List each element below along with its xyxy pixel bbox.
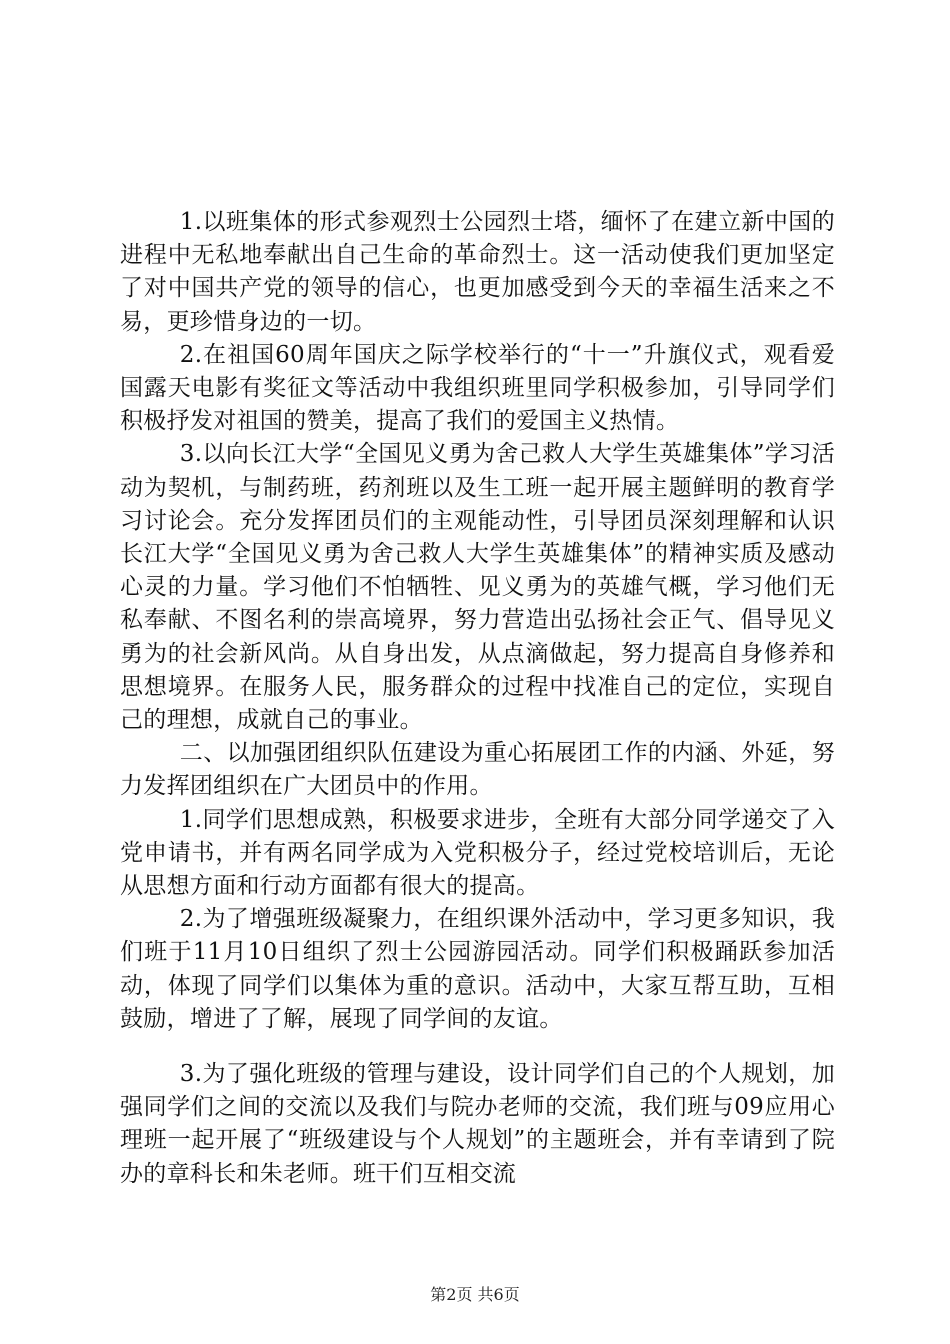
paragraph-3: 3.以向长江大学“全国见义勇为舍己救人大学生英雄集体”学习活动为契机，与制药班，药剂班以及生工班一起开展主题鲜明的教育学习讨论会。充分发挥团员们的主观能动性，引导团员深刻理解和认识长江大学“全国见义勇为舍己救人大学生英雄集体”的精神实质及感动心灵的力量。学习他们不怕牺牲、见义勇为的英雄气概，学习他们无私奉献、不图名利的崇高境界，努力营造出弘扬社会正气、倡导见义勇为的社会新风尚。从自身出发，从点滴做起，努力提高自身修养和思想境界。在服务人民，服务群众的过程中找准自己的定位，实现自己的理想，成就自己的事业。 bbox=[120, 441, 835, 734]
page-footer: 第2页 共6页 bbox=[430, 1285, 520, 1304]
paragraph-4: 1.同学们思想成熟，积极要求进步，全班有大部分同学递交了入党申请书，并有两名同学成为入党积极分子，经过党校培训后，无论从思想方面和行动方面都有很大的提高。 bbox=[120, 806, 835, 900]
section-heading-2: 二、以加强团组织队伍建设为重心拓展团工作的内涵、外延，努力发挥团组织在广大团员中的作用。 bbox=[120, 740, 835, 800]
paragraph-6: 3.为了强化班级的管理与建设，设计同学们自己的个人规划，加强同学们之间的交流以及我们与院办老师的交流，我们班与09应用心理班一起开展了“班级建设与个人规划”的主题班会，并有幸请到了院办的章科长和朱老师。班干们互相交流 bbox=[120, 1061, 835, 1187]
paragraph-1: 1.以班集体的形式参观烈士公园烈士塔，缅怀了在建立新中国的进程中无私地奉献出自己生命的革命烈士。这一活动使我们更加坚定了对中国共产党的领导的信心，也更加感受到今天的幸福生活来之不易，更珍惜身边的一切。 bbox=[120, 209, 835, 335]
paragraph-5: 2.为了增强班级凝聚力，在组织课外活动中，学习更多知识，我们班于11月10日组织了烈士公园游园活动。同学们积极踊跃参加活动，体现了同学们以集体为重的意识。活动中，大家互帮互助，互相鼓励，增进了了解，展现了同学间的友谊。 bbox=[120, 906, 835, 1032]
document-body bbox=[120, 206, 835, 1191]
paragraph-2: 2.在祖国60周年国庆之际学校举行的“十一”升旗仪式，观看爱国露天电影有奖征文等活动中我组织班里同学积极参加，引导同学们积极抒发对祖国的赞美，提高了我们的爱国主义热情。 bbox=[120, 341, 835, 435]
